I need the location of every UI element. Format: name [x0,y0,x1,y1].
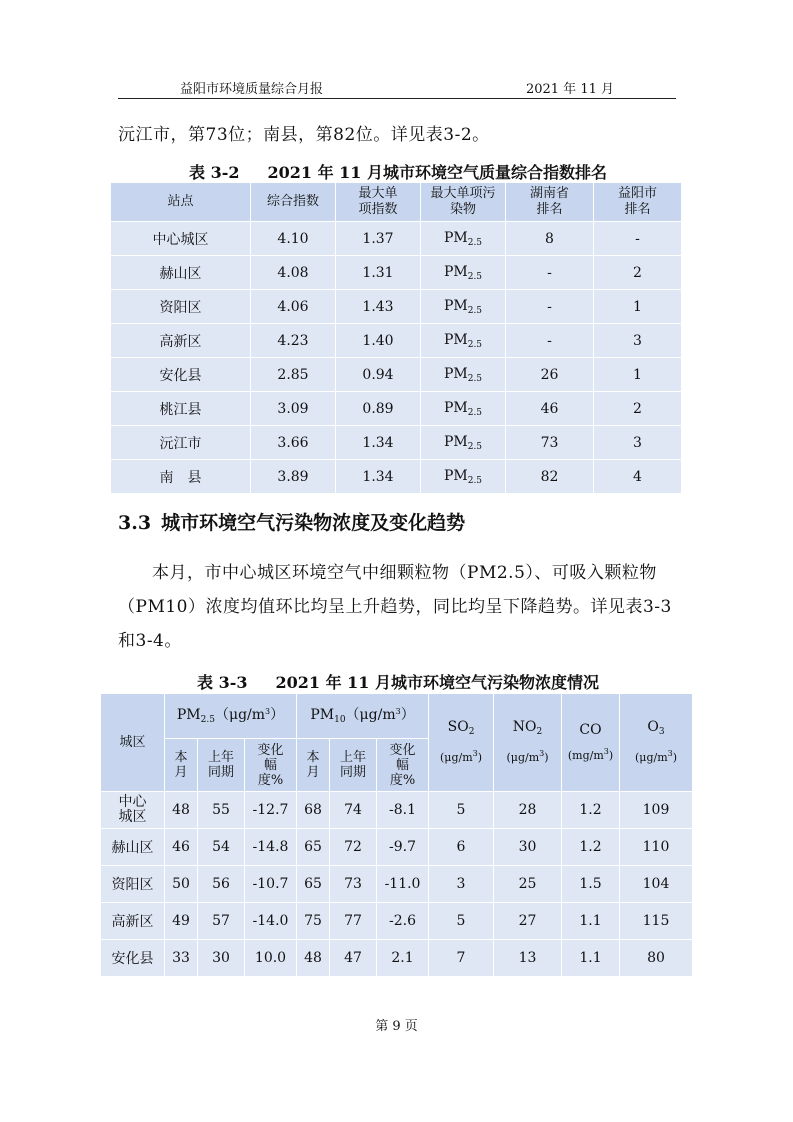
header-province-rank: 湖南省排名 [506,183,594,222]
cell-pm10-prev: 77 [330,903,377,940]
cell-o3: 80 [620,940,693,977]
header-pm10-this-month: 本月 [297,739,330,792]
cell-pm10-now: 75 [297,903,330,940]
cell-pm25-change: -12.7 [245,792,297,829]
cell-index: 4.06 [251,290,336,324]
cell-site: 赫山区 [111,256,251,290]
cell-co: 1.5 [562,866,620,903]
cell-max-index: 0.89 [336,392,421,426]
cell-so2: 3 [429,866,494,903]
cell-pm25-now: 33 [165,940,198,977]
cell-pm25-prev: 55 [198,792,245,829]
table-row [101,829,693,866]
cell-co: 1.1 [562,903,620,940]
header-pm10: $PM_{10}(\mu g/m^3)$ [297,694,429,739]
table-row [111,426,682,460]
cell-max-index: 1.40 [336,324,421,358]
table-row [111,358,682,392]
cell-index: 2.85 [251,358,336,392]
cell-city: 高新区 [101,903,165,940]
header-pm25-this-month: 本月 [165,739,198,792]
table-row [111,256,682,290]
table-number: 表 3-3 [197,673,248,692]
cell-index: 4.23 [251,324,336,358]
cell-pm10-change: -9.7 [377,829,429,866]
cell-co: 1.2 [562,829,620,866]
cell-province-rank: - [506,290,594,324]
cell-province-rank: - [506,256,594,290]
cell-province-rank: 26 [506,358,594,392]
header-no2: $NO_2$ $(\mu g/m^3)$ [494,694,562,792]
header-so2: $SO_2$ $(\mu g/m^3)$ [429,694,494,792]
cell-pm25-change: -10.7 [245,866,297,903]
cell-city-rank: 2 [594,392,682,426]
cell-pm10-now: 48 [297,940,330,977]
cell-site: 南 县 [111,460,251,494]
section-title: 城市环境空气污染物浓度及变化趋势 [161,512,466,534]
cell-max-index: 1.43 [336,290,421,324]
cell-city-rank: 3 [594,426,682,460]
cell-pm25-now: 49 [165,903,198,940]
trend-paragraph: 本月，市中心城区环境空气中细颗粒物（PM2.5）、可吸入颗粒物（PM10）浓度均值环比均呈上升趋势，同比均呈下降趋势。详见表3-3和3-4。 [118,563,672,651]
cell-so2: 6 [429,829,494,866]
table-row [111,324,682,358]
cell-co: 1.1 [562,940,620,977]
cell-no2: 27 [494,903,562,940]
cell-pollutant: $PM_{2.5}$ [421,392,506,426]
cell-no2: 25 [494,866,562,903]
cell-city: 资阳区 [101,866,165,903]
cell-pollutant: $PM_{2.5}$ [421,222,506,256]
cell-city: 中心城区 [101,792,165,829]
cell-city-rank: 3 [594,324,682,358]
cell-pm25-change: 10.0 [245,940,297,977]
cell-co: 1.2 [562,792,620,829]
cell-city: 赫山区 [101,829,165,866]
header-pm10-last-year: 上年同期 [330,739,377,792]
cell-province-rank: 8 [506,222,594,256]
report-title: 益阳市环境质量综合月报 [180,82,324,97]
cell-pm10-change: -2.6 [377,903,429,940]
cell-site: 资阳区 [111,290,251,324]
header-pm10-change: 变化幅度% [377,739,429,792]
cell-site: 高新区 [111,324,251,358]
cell-pm25-change: -14.8 [245,829,297,866]
table-row [111,290,682,324]
cell-index: 3.66 [251,426,336,460]
cell-o3: 115 [620,903,693,940]
table-row [101,866,693,903]
header-co: CO $(mg/m^3)$ [562,694,620,792]
cell-no2: 28 [494,792,562,829]
cell-pm25-prev: 30 [198,940,245,977]
cell-max-index: 0.94 [336,358,421,392]
cell-no2: 30 [494,829,562,866]
cell-province-rank: 82 [506,460,594,494]
cell-max-index: 1.37 [336,222,421,256]
report-date: 2021 年 11 月 [525,82,614,97]
cell-pm10-prev: 72 [330,829,377,866]
cell-pm10-change: 2.1 [377,940,429,977]
cell-province-rank: - [506,324,594,358]
cell-city-rank: 4 [594,460,682,494]
cell-max-index: 1.34 [336,460,421,494]
header-index: 综合指数 [251,183,336,222]
cell-o3: 110 [620,829,693,866]
cell-city-rank: 1 [594,358,682,392]
cell-pm10-now: 65 [297,829,330,866]
table-title: 2021 年 11 月城市环境空气质量综合指数排名 [267,163,607,182]
cell-pollutant: $PM_{2.5}$ [421,358,506,392]
cell-city-rank: 2 [594,256,682,290]
cell-pollutant: $PM_{2.5}$ [421,290,506,324]
table-3-2-caption [118,160,678,183]
table-row [111,392,682,426]
table-number: 表 3-2 [189,163,240,182]
cell-so2: 5 [429,792,494,829]
header-site: 站点 [111,183,251,222]
cell-province-rank: 46 [506,392,594,426]
cell-pm10-change: -11.0 [377,866,429,903]
header-city: 城区 [101,694,165,792]
cell-pollutant: $PM_{2.5}$ [421,324,506,358]
table-3-3-caption [118,670,678,693]
page-header [118,76,676,99]
cell-index: 3.09 [251,392,336,426]
cell-pollutant: $PM_{2.5}$ [421,426,506,460]
cell-pm10-change: -8.1 [377,792,429,829]
ranking-table [110,182,682,494]
cell-max-index: 1.31 [336,256,421,290]
cell-index: 4.10 [251,222,336,256]
cell-site: 桃江县 [111,392,251,426]
header-max-index: 最大单项指数 [336,183,421,222]
cell-index: 4.08 [251,256,336,290]
header-o3: $O_3$ $(\mu g/m^3)$ [620,694,693,792]
cell-pm25-prev: 56 [198,866,245,903]
intro-paragraph: 沅江市，第73位；南县，第82位。详见表3-2。 [118,125,490,145]
header-pm25-change: 变化幅度% [245,739,297,792]
cell-pm25-now: 46 [165,829,198,866]
cell-pm10-now: 68 [297,792,330,829]
cell-province-rank: 73 [506,426,594,460]
cell-pm25-prev: 57 [198,903,245,940]
cell-index: 3.89 [251,460,336,494]
cell-pm25-prev: 54 [198,829,245,866]
cell-site: 中心城区 [111,222,251,256]
cell-site: 沅江市 [111,426,251,460]
cell-o3: 109 [620,792,693,829]
table-row [101,903,693,940]
header-max-pollutant: 最大单项污染物 [421,183,506,222]
cell-pm25-change: -14.0 [245,903,297,940]
cell-pm10-prev: 73 [330,866,377,903]
cell-site: 安化县 [111,358,251,392]
cell-pollutant: $PM_{2.5}$ [421,256,506,290]
cell-o3: 104 [620,866,693,903]
header-city-rank: 益阳市排名 [594,183,682,222]
cell-city-rank: 1 [594,290,682,324]
header-pm25: $PM_{2.5}(\mu g/m^3)$ [165,694,297,739]
table-header-row [111,183,682,222]
cell-pm10-prev: 74 [330,792,377,829]
cell-pm25-now: 48 [165,792,198,829]
section-number: 3.3 [118,512,152,534]
table-row [111,222,682,256]
page-number: 第 9 页 [375,1019,418,1034]
cell-so2: 7 [429,940,494,977]
cell-max-index: 1.34 [336,426,421,460]
cell-pollutant: $PM_{2.5}$ [421,460,506,494]
table-row [101,940,693,977]
table-header-row [101,694,693,739]
header-pm25-last-year: 上年同期 [198,739,245,792]
cell-so2: 5 [429,903,494,940]
cell-city-rank: - [594,222,682,256]
cell-city: 安化县 [101,940,165,977]
cell-pm25-now: 50 [165,866,198,903]
table-row [111,460,682,494]
cell-no2: 13 [494,940,562,977]
concentration-table [100,693,693,977]
section-heading [118,508,465,535]
cell-pm10-prev: 47 [330,940,377,977]
cell-pm10-now: 65 [297,866,330,903]
table-title: 2021 年 11 月城市环境空气污染物浓度情况 [275,673,599,692]
table-row [101,792,693,829]
